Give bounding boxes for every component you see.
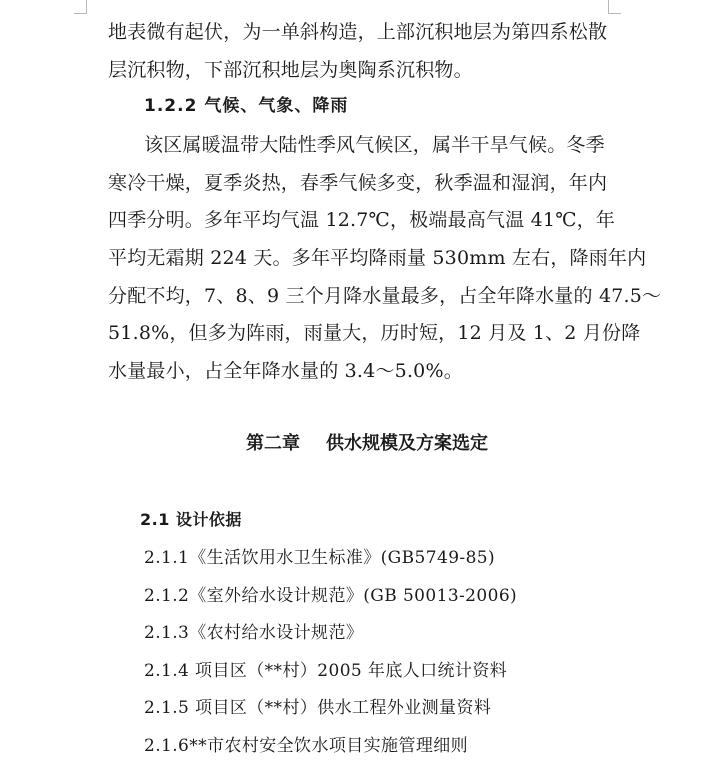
paragraph-line: 地表微有起伏，为一单斜构造，上部沉积地层为第四系松散	[108, 21, 608, 43]
list-item: 2.1.2《室外给水设计规范》(GB 50013-2006)	[144, 586, 518, 606]
paragraph-line: 四季分明。多年平均气温 12.7℃，极端最高气温 41℃，年	[108, 209, 616, 231]
list-item: 2.1.5 项目区（**村）供水工程外业测量资料	[144, 698, 492, 718]
crop-mark-top-left-horizontal	[74, 13, 87, 14]
chapter-title	[246, 432, 488, 456]
list-item: 2.1.4 项目区（**村）2005 年底人口统计资料	[144, 661, 508, 681]
list-item: 2.1.1《生活饮用水卫生标准》(GB5749-85)	[144, 548, 496, 568]
paragraph-line: 51.8%，但多为阵雨，雨量大，历时短，12 月及 1、2 月份降	[108, 322, 641, 344]
chapter-number: 第二章	[246, 433, 300, 454]
section-heading-1-2-2: 1.2.2 气候、气象、降雨	[144, 96, 349, 116]
crop-mark-top-left	[86, 0, 87, 13]
paragraph-line: 寒冷干燥，夏季炎热，春季气候多变，秋季温和湿润，年内	[108, 172, 608, 194]
paragraph-line: 分配不均，7、8、9 三个月降水量最多，占全年降水量的 47.5～	[108, 285, 662, 307]
paragraph-line: 层沉积物，下部沉积地层为奥陶系沉积物。	[108, 59, 473, 81]
paragraph-line: 水量最小，占全年降水量的 3.4～5.0%。	[108, 360, 463, 382]
paragraph-line: 该区属暖温带大陆性季风气候区，属半干旱气候。冬季	[144, 134, 605, 156]
list-item: 2.1.3《农村给水设计规范》	[144, 623, 364, 643]
chapter-name: 供水规模及方案选定	[326, 433, 488, 454]
section-heading-2-1: 2.1 设计依据	[140, 510, 242, 529]
paragraph-line: 平均无霜期 224 天。多年平均降雨量 530mm 左右，降雨年内	[108, 247, 647, 269]
crop-mark-top-right-horizontal	[608, 13, 621, 14]
list-item: 2.1.6**市农村安全饮水项目实施管理细则	[144, 736, 469, 756]
crop-mark-top-right	[608, 0, 609, 13]
